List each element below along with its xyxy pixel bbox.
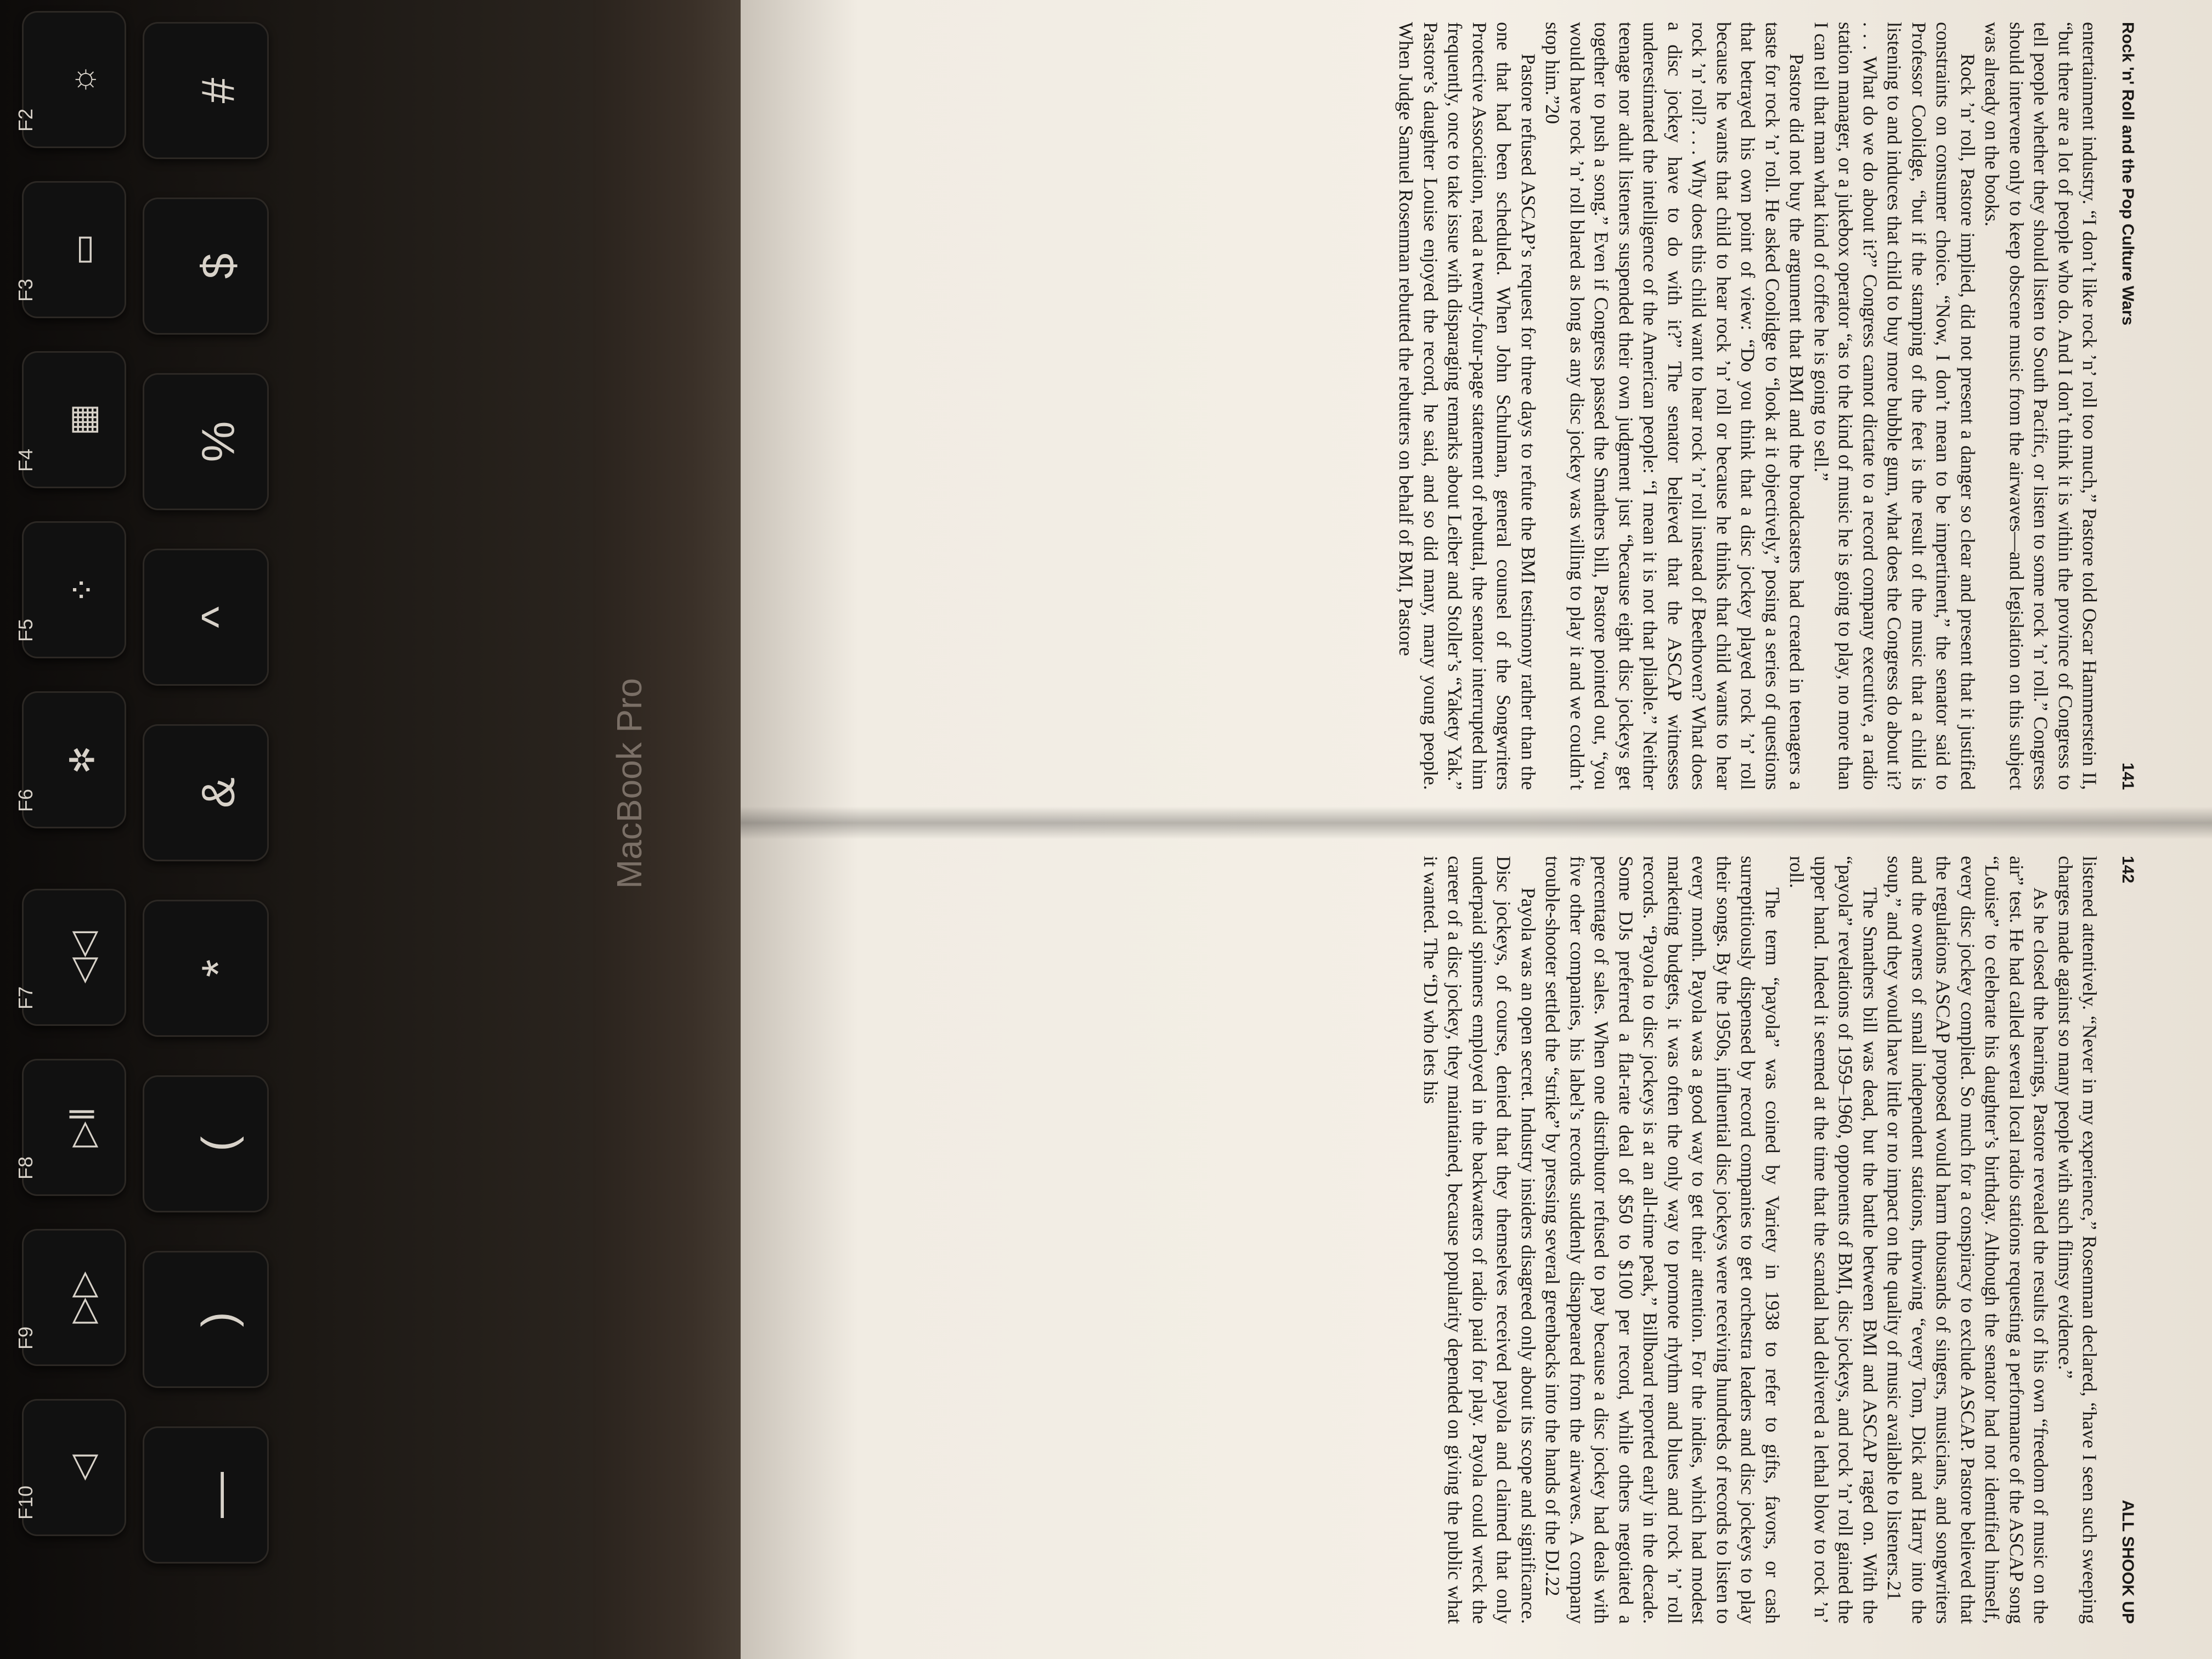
- key-9[interactable]: (: [143, 1075, 269, 1212]
- right-page-number: 142: [2119, 856, 2137, 884]
- book-spine: [741, 806, 2212, 839]
- laptop-brand-label: MacBook Pro: [610, 678, 649, 889]
- key-0[interactable]: ): [143, 1251, 269, 1388]
- f10-key[interactable]: ◁ F10: [22, 1399, 126, 1536]
- play-pause-icon: ▷‖: [64, 1107, 102, 1148]
- right-paragraph: listened attentively. “Never in my experience,” Rosenman declared, “have I seen such sweeping charges made against so many people with such flimsy evidence.”: [2055, 856, 2101, 1624]
- key-minus[interactable]: —: [143, 1426, 269, 1564]
- right-paragraph: The term “payola” was coined by Variety in 1938 to refer to gifts, favors, or cash surreptitiously dispensed by record companies to get orchestra leaders and disc jockeys to play their songs. By the 1950s, influential disc jockeys were receiving hundreds of records to listen to every month. Payola was a good way to get their attention. For the indies, which had modest marketing budgets, it was often the only way to promote rhythm and blues and rock ’n’ roll records. “Payola to disc jockeys is at an all-time peak,” Billboard reported early in the decade. Some DJs preferred a flat-rate deal of $50 to $100 per record, while others negotiated a percentage of sales. When one distributor refused to pay because a disc jockey had deals with five other companies, his label’s records suddenly disappeared from the airwaves. A company trouble-shooter settled the “strike” by pressing several greenbacks into the hands of the DJ.22: [1542, 856, 1784, 1624]
- launchpad-icon: ▦: [64, 403, 102, 436]
- brightness-icon: ☼: [63, 64, 101, 95]
- rewind-icon: ◁◁: [64, 931, 102, 984]
- fast-forward-icon: ▷▷: [64, 1271, 102, 1324]
- mute-icon: ◁: [64, 1454, 102, 1481]
- key-5[interactable]: %: [143, 373, 269, 510]
- f8-key[interactable]: ▷‖ F8: [22, 1059, 126, 1196]
- keyboard-bright-icon: ✲: [64, 746, 102, 774]
- key-8[interactable]: *: [143, 900, 269, 1037]
- left-page: [1394, 22, 2140, 790]
- keyboard-dim-icon: ⁘: [64, 575, 102, 604]
- right-running-head: [2115, 856, 2140, 1624]
- left-paragraph: entertainment industry. “I don’t like rock ’n’ roll too much,” Pastore told Oscar Hammerstein II, “but there are a lot of people who do. And I don’t think it is within the province of Congress to tell people whether they should listen to South Pacific, or listen to some rock ’n’ roll.” Congress should intervene only to keep obscene music from the airwaves—and legislation on this subject was already on the books.: [1981, 22, 2101, 790]
- key-4[interactable]: $: [143, 198, 269, 335]
- right-paragraph: Payola was an open secret. Industry insiders disagreed only about its scope and significance. Disc jockeys, of course, denied that they themselves received payola and claimed that only underpaid spinners employed in the backwaters of radio paid for play. Payola could wreck the career of a disc jockey, they maintained, because popularity depended on giving the public what it wanted. The “DJ who lets his: [1420, 856, 1539, 1624]
- f6-key[interactable]: ✲ F6: [22, 691, 126, 828]
- right-paragraph: As he closed the hearings, Pastore revealed the results of his own “freedom of music on the air” test. He had called several local radio stations requesting a performance of the ASCAP song “Louise” to celebrate his daughter’s birthday. Although the senator had not identified himself, every disc jockey complied. So much for a conspiracy to exclude ASCAP. Pastore believed that the regulations ASCAP proposed would harm thousands of singers, musicians, and songwriters and the owners of small independent stations, throwing “every Tom, Dick and Harry into the soup,” and they would have little or no impact on the quality of music available to listeners.21: [1883, 856, 2052, 1624]
- key-7[interactable]: &: [143, 724, 269, 861]
- f2-key[interactable]: ☼ F2: [22, 11, 126, 148]
- left-paragraph: Pastore refused ASCAP’s request for three days to refute the BMI testimony rather than the one that had been scheduled. When John Schulman, general counsel of the Songwriters Protective Association, read a twenty-four-page statement of rebuttal, the senator interrupted him frequently, once to take issue with disparaging remarks about Leiber and Stoller’s “Yakety Yak.” Pastore’s daughter Louise enjoyed the record, he said, and so did many, many young people. When Judge Samuel Rosenman rebutted the rebutters on behalf of BMI, Pastore: [1395, 22, 1539, 790]
- mission-control-icon: ▭: [64, 233, 102, 266]
- f9-key[interactable]: ▷▷ F9: [22, 1229, 126, 1366]
- f7-key[interactable]: ◁◁ F7: [22, 889, 126, 1026]
- f5-key[interactable]: ⁘ F5: [22, 521, 126, 658]
- key-3[interactable]: #: [143, 22, 269, 159]
- left-running-title: Rock 'n' Roll and the Pop Culture Wars: [2119, 22, 2137, 326]
- right-page: [1419, 856, 2140, 1624]
- left-paragraph: Pastore did not buy the argument that BMI and the broadcasters had created in teenagers a taste for rock ’n’ roll. He asked Coolidge to “look at it objectively,” posing a series of questions that betrayed his own point of view: “Do you think that a disc jockey played rock ’n’ roll because he wants that child to hear rock ’n’ roll or because he thinks that child wants to hear rock ’n’ roll? . . . Why does this child want to hear rock ’n’ roll instead of Beethoven? What does a disc jockey have to do with it?” The senator believed that the ASCAP witnesses underestimated the intelligence of the American people: “I mean it is not that pliable.” Neither teenage nor adult listeners suspended their own judgment just “because eight disc jockeys get together to push a song.” Even if Congress passed the Smathers bill, Pastore pointed out, “you would have rock ’n’ roll blared as long as any disc jockey was willing to play it and we couldn’t stop him.”20: [1542, 22, 1808, 790]
- left-page-number: 141: [2119, 762, 2137, 790]
- key-6[interactable]: ^: [143, 549, 269, 686]
- left-running-head: [2115, 22, 2140, 790]
- f3-key[interactable]: ▭ F3: [22, 181, 126, 318]
- left-paragraph: Rock ’n’ roll, Pastore implied, did not present a danger so clear and present that it justified constraints on consumer choice. “Now, I don’t mean to be impertinent,” the senator said to Professor Coolidge, “but if the stamping of the feet is the result of the music that a child is listening to and induces that child to buy more bubble gum, what does the Congress do about it? . . . What do we do about it?” Congress cannot dictate to a record company executive, a radio station manager, or a jukebox operator “as to the kind of music he is going to play, no more than I can tell that man what kind of coffee he is going to sell.”: [1810, 22, 1979, 790]
- f4-key[interactable]: ▦ F4: [22, 351, 126, 488]
- laptop-keyboard: [0, 0, 592, 1659]
- right-running-title: ALL SHOOK UP: [2119, 1499, 2137, 1624]
- right-paragraph: The Smathers bill was dead, but the battle between BMI and ASCAP raged on. With the “payola” revelations of 1959–1960, opponents of BMI, disc jockeys, and rock ’n’ roll gained the upper hand. Indeed it seemed at the time that the scandal had delivered a lethal blow to rock ’n’ roll.: [1786, 856, 1881, 1624]
